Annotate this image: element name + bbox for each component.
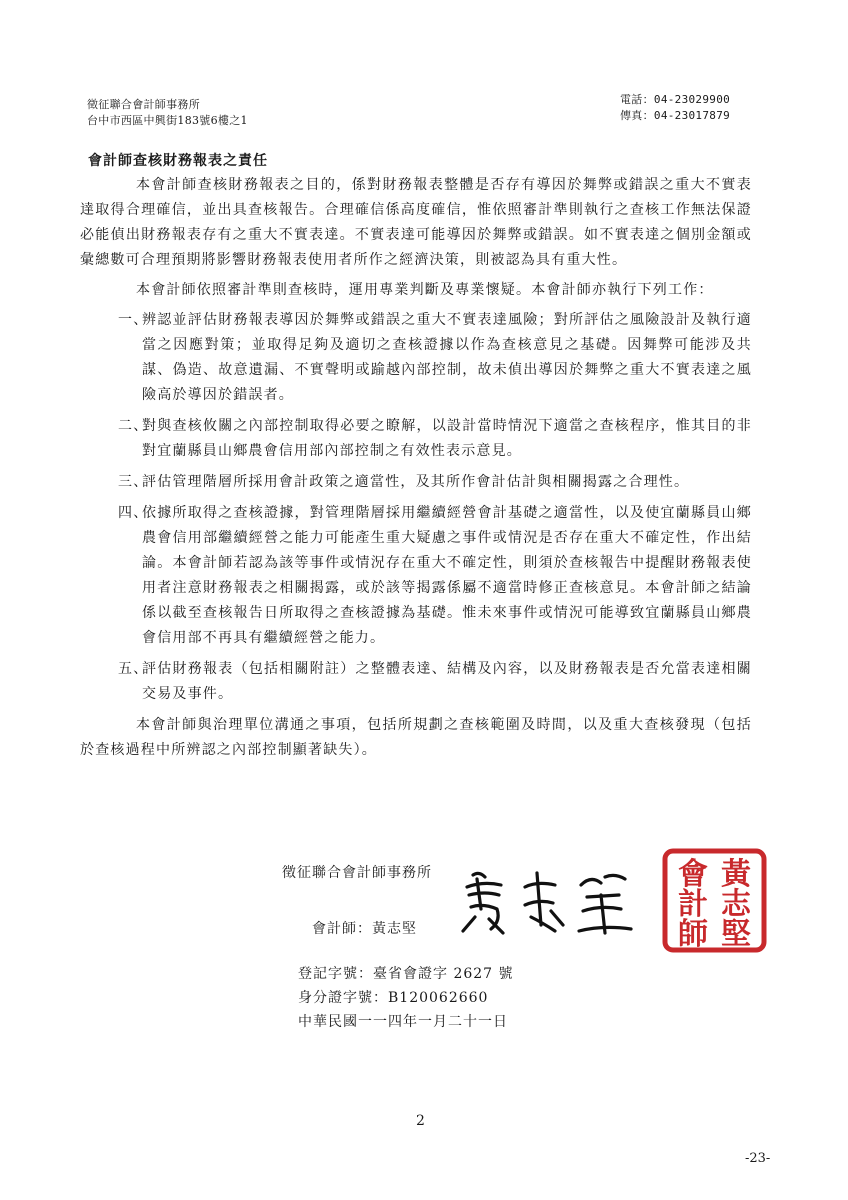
seal-char: 黃 [721,857,751,892]
report-body [80,173,752,768]
seal-char: 會 [678,857,708,892]
paragraph-purpose: 本會計師查核財務報表之目的，係對財務報表整體是否存有導因於舞弊或錯誤之重大不實表達取得合理確信，並出具查核報告。合理確信係高度確信，惟依照審計準則執行之查核工作無法保證必能偵出財務報表存有之重大不實表達。不實表達可能導因於舞弊或錯誤。如不實表達之個別金額或彙總數可合理預期將影響財務報表使用者所作之經濟決策，則被認為具有重大性。 [80,177,752,268]
page-number: 2 [416,1113,425,1129]
procedure-list [80,308,752,707]
list-item-number: 五、 [118,661,149,677]
seal-char: 計 [678,887,708,922]
list-item-number: 四、 [118,505,149,521]
handwritten-signature [455,865,640,940]
fax: 傳真：04-23017879 [620,109,731,122]
signature-firm: 徵征聯合會計師事務所 [282,865,432,881]
phone: 電話：04-23029900 [620,93,731,106]
signature-cpa: 會計師：黃志堅 [312,921,417,937]
paragraph-procedures: 本會計師依照審計準則查核時，運用專業判斷及專業懷疑。本會計師亦執行下列工作： [136,282,714,298]
list-item [80,470,752,495]
list-item-number: 二、 [118,418,149,434]
report-date: 中華民國一一四年一月二十一日 [298,1014,508,1030]
registration-number: 登記字號：臺省會證字 2627 號 [298,966,514,982]
section-title: 會計師查核財務報表之責任 [88,153,268,169]
seal-char: 師 [678,917,708,952]
firm-address: 台中市西區中興街183號6樓之1 [87,114,248,127]
list-item-text: 評估財務報表（包括相關附註）之整體表達、結構及內容，以及財務報表是否允當表達相關交易及事件。 [142,661,752,702]
list-item-text: 依據所取得之查核證據，對管理階層採用繼續經營會計基礎之適當性，以及使宜蘭縣員山鄉農會信用部繼續經營之能力可能產生重大疑慮之事件或情況是否存在重大不確定性，作出結論。本會計師若認為該等事件或情況存在重大不確定性，則須於查核報告中提醒財務報表使用者注意財務報表之相關揭露，或於該等揭露係屬不適當時修正查核意見。本會計師之結論係以截至查核報告日所取得之查核證據為基礎。惟未來事件或情況可能導致宜蘭縣員山鄉農會信用部不再具有繼續經營之能力。 [142,505,752,646]
contact-info [620,92,730,124]
list-item-text: 辨認並評估財務報表導因於舞弊或錯誤之重大不實表達風險；對所評估之風險設計及執行適當之因應對策；並取得足夠及適切之查核證據以作為查核意見之基礎。因舞弊可能涉及共謀、偽造、故意遺漏、不實聲明或踰越內部控制，故未偵出導因於舞弊之重大不實表達之風險高於導因於錯誤者。 [142,312,752,403]
firm-name: 徵征聯合會計師事務所 [87,98,200,111]
list-item [80,308,752,408]
list-item-number: 一、 [118,312,149,328]
list-item [80,414,752,464]
list-item-text: 評估管理階層所採用會計政策之適當性，及其所作會計估計與相關揭露之合理性。 [142,474,690,490]
document-page-number: -23- [745,1151,771,1166]
list-item-number: 三、 [118,474,149,490]
registration-block [298,962,514,1034]
list-item [80,657,752,707]
list-item-text: 對與查核攸關之內部控制取得必要之瞭解，以設計當時情況下適當之查核程序，惟其目的非對宜蘭縣員山鄉農會信用部內部控制之有效性表示意見。 [142,418,752,459]
official-seal [662,848,767,953]
seal-char: 志 [721,887,751,922]
firm-header [87,97,248,129]
id-number: 身分證字號：B120062660 [298,990,489,1006]
paragraph-communication: 本會計師與治理單位溝通之事項，包括所規劃之查核範圍及時間，以及重大查核發現（包括於查核過程中所辨認之內部控制顯著缺失）。 [80,717,752,758]
seal-char: 堅 [721,917,751,952]
list-item [80,501,752,651]
